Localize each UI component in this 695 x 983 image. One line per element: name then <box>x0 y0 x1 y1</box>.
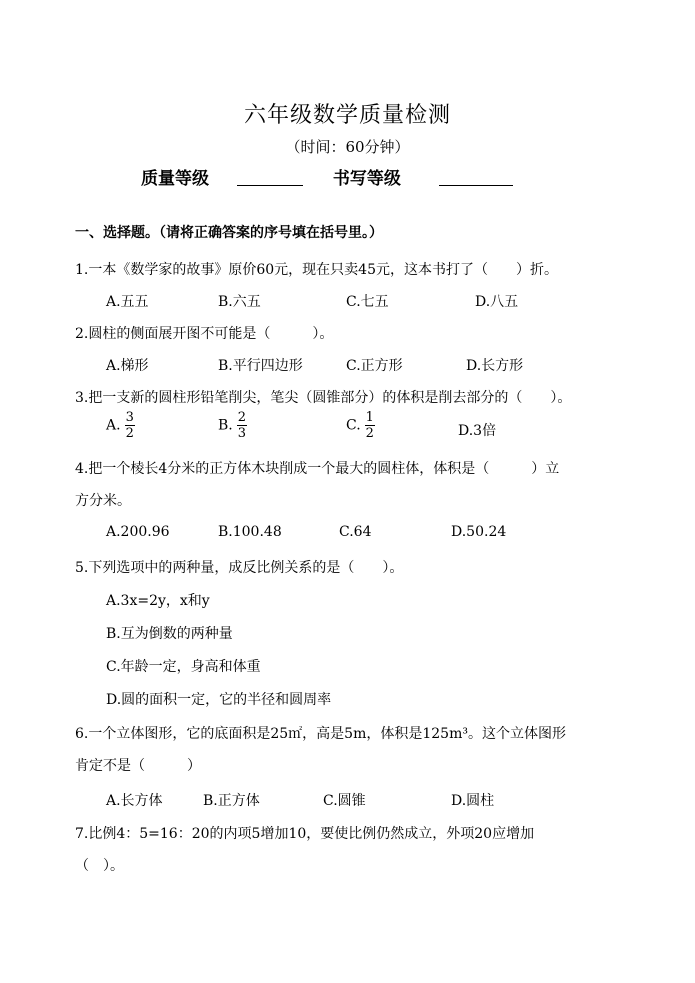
q4-option-d: D.50.24 <box>451 524 507 540</box>
q4-option-b: B.100.48 <box>218 524 282 540</box>
q2-option-a: A.梯形 <box>106 358 149 374</box>
question-1: 1.一本《数学家的故事》原价60元，现在只卖45元，这本书打了（ ）折。 <box>75 262 558 278</box>
q4-option-c: C.64 <box>339 524 372 540</box>
question-7-line-1: 7.比例4：5=16：20的内项5增加10，要使比例仍然成立，外项20应增加 <box>75 826 535 842</box>
question-4-line-2: 方分米。 <box>75 493 131 509</box>
q4-option-a: A.200.96 <box>106 524 170 540</box>
question-3: 3.把一支新的圆柱形铅笔削尖，笔尖（圆锥部分）的体积是削去部分的（ ）。 <box>75 390 572 406</box>
q3-option-b-fraction: $\frac{2}{3}$ <box>237 410 247 441</box>
question-2: 2.圆柱的侧面展开图不可能是（ ）。 <box>75 326 334 342</box>
q5-option-a: A.3x=2y，x和y <box>106 593 210 609</box>
q6-option-b: B.正方体 <box>203 793 260 809</box>
q1-option-a: A.五五 <box>106 294 149 310</box>
question-7-line-2: （ ）。 <box>75 858 124 874</box>
q3-option-a-letter: A. <box>106 417 121 434</box>
q2-option-b: B.平行四边形 <box>218 358 303 374</box>
q3-option-c <box>346 410 375 441</box>
q1-option-b: B.六五 <box>218 294 261 310</box>
question-6-line-2: 肯定不是（ ） <box>75 758 201 774</box>
q5-option-c: C.年龄一定，身高和体重 <box>106 659 261 675</box>
q6-option-c: C.圆锥 <box>323 793 366 809</box>
page-title: 六年级数学质量检测 <box>243 103 451 128</box>
q3-option-a-fraction: $\frac{3}{2}$ <box>125 410 134 441</box>
q3-option-c-fraction: $\frac{1}{2}$ <box>365 410 374 441</box>
q2-option-c: C.正方形 <box>346 358 403 374</box>
q3-option-b <box>218 410 247 441</box>
q2-option-d: D.长方形 <box>466 358 524 374</box>
q5-option-d: D.圆的面积一定，它的半径和圆周率 <box>106 692 332 708</box>
writing-grade-label: 书写等级 <box>332 169 401 189</box>
q6-option-d: D.圆柱 <box>451 793 495 809</box>
q3-option-a <box>106 410 135 441</box>
q3-option-d: D.3倍 <box>458 423 497 439</box>
time-limit: （时间：60分钟） <box>285 138 410 156</box>
grade-row <box>141 164 513 189</box>
question-6-line-1: 6.一个立体图形，它的底面积是25㎡，高是5m，体积是125m³。这个立体图形 <box>75 726 566 742</box>
q1-option-c: C.七五 <box>346 294 389 310</box>
q3-option-c-letter: C. <box>346 417 361 434</box>
quality-grade-label: 质量等级 <box>141 169 209 189</box>
q3-option-b-letter: B. <box>218 417 233 434</box>
q5-option-b: B.互为倒数的两种量 <box>106 626 233 642</box>
writing-grade-blank <box>439 169 513 186</box>
question-4-line-1: 4.把一个棱长4分米的正方体木块削成一个最大的圆柱体，体积是（ ）立 <box>75 461 560 477</box>
q6-option-a: A.长方体 <box>106 793 163 809</box>
q1-option-d: D.八五 <box>475 294 519 310</box>
quality-grade-blank <box>237 169 303 186</box>
question-5: 5.下列选项中的两种量，成反比例关系的是（ ）。 <box>75 560 404 576</box>
section-heading: 一、选择题。（请将正确答案的序号填在括号里。） <box>75 225 383 241</box>
